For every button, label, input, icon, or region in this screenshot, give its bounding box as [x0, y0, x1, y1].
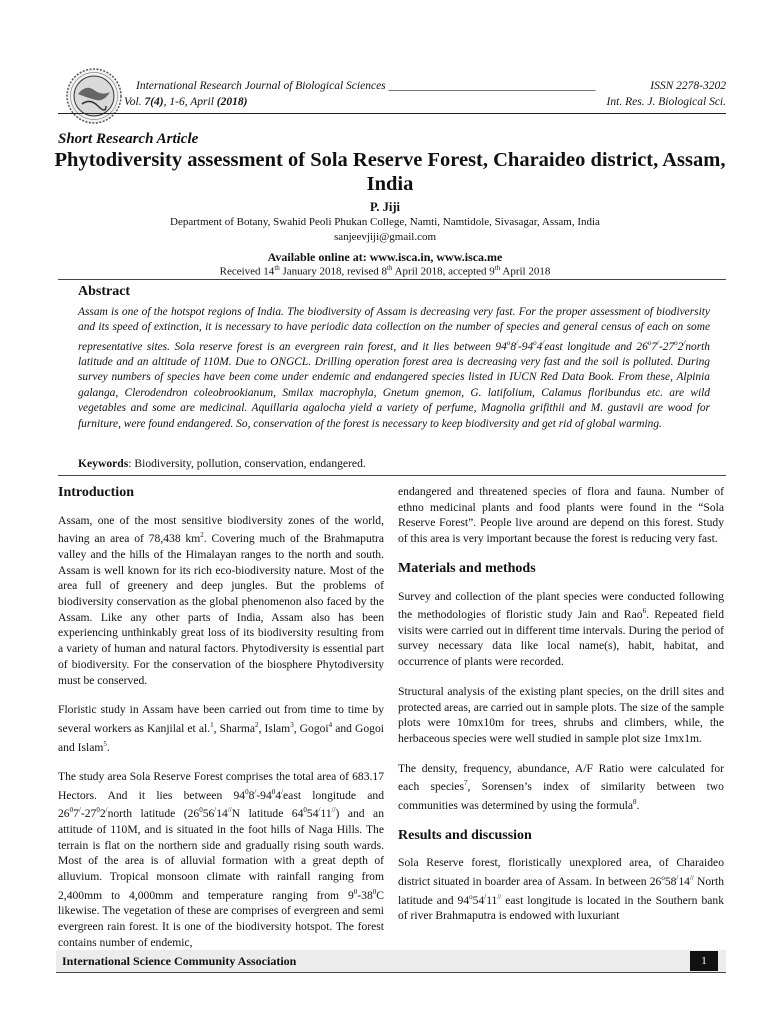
paragraph: Survey and collection of the plant species were conducted following the methodologies of floristic study Jain and Rao$^6$. Repeated field visits were carried out in different time intervals. During the period of survey necessary data like local name(s), habit, habitat, and occurrence of plants were recorded. [398, 589, 725, 669]
paragraph: Floristic study in Assam have been carried out from time to time by several workers as Kanjilal et al.$^1$, Sharma$^2$, Islam$^3$, Gogoi$^4$ and Gogoi and Islam$^5$. [58, 703, 384, 754]
journal-abbreviation: Int. Res. J. Biological Sci. [606, 96, 726, 108]
affiliation: Department of Botany, Swahid Peoli Phukan College, Namti, Namtidole, Sivasagar, Assam, India [170, 216, 600, 228]
volume-info: Vol. 7(4), 1-6, April (2018) [124, 96, 248, 108]
paragraph: Sola Reserve forest, floristically unexplored area, of Charaideo district situated in boarder area of Assam. In between 26$^o$58/14// North latitude and 94$^o$54/11// east longitude is located in the Southern bank of river Brahmaputra is endowed with luxuriant [398, 856, 724, 923]
abstract-text: Assam is one of the hotspot regions of India. The biodiversity of Assam is decreasing very fast. For the proper assessment of biodiversity and its speed of extinction, it is necessary to have periodic data collection on the number of species and general census of each on some representative sites. Sola reserve forest is an evergreen rain forest, and it lies between 94$^o$8/-94$^o$4/east longitude and 26$^o$7/-27$^o$2/north latitude and an altitude of 110M. Due to ONGCL. Drilling operation forest area is decreasing very fast and the soil is polluted. During survey numbers of species have been come under endemic and endangered species listed in IUCN Red Data Book. From these, Alpinia galanga, Clerodendron coleobrookianum, Smilax macrophyla, Gnetum gnemon, G. latifolium, Calamus floribundus etc. are wild vegetables and some are medicinal. Aquillaria agalocha yield a variety of perfume, Magnolia grifithii and M. gustavii are wood for furniture, were found endangered. So, conservation of the forest is necessary to keep biodiversity and get rid of global warming. [78, 306, 710, 430]
paragraph: The density, frequency, abundance, A/F Ratio were calculated for each species$^7$, Sorensen’s index of similarity between two communities was determined by using the formula$^8$. [398, 761, 724, 812]
divider [58, 475, 726, 476]
issn: ISSN 2278-3202 [650, 80, 726, 92]
keywords: Keywords: Biodiversity, pollution, conservation, endangered. [78, 457, 366, 470]
footer-organization: International Science Community Association [62, 954, 297, 968]
left-column [58, 485, 384, 964]
header-rule [58, 113, 726, 114]
author: P. Jiji [369, 200, 401, 214]
page-number: 1 [690, 951, 718, 971]
divider [58, 279, 726, 280]
paragraph: Structural analysis of the existing plant species, on the drill sites and protected areas, are carried out in sample plots. The size of the sample plots were 10mx10m for trees, shrubs and climbers, while, the herbaceous species were well studied in sample plot size 1mx1m. [398, 684, 724, 745]
abstract-heading: Abstract [78, 284, 131, 299]
paragraph: Assam, one of the most sensitive biodiversity zones of the world, having an area of 78,438 $km^2$. Covering much of the Brahmaputra valley and the hills of the Himalayan ranges to the north and south. Assam is well known for its rich eco-biodiversity nature. Most of the area full of greenery and deep jungles. But the problems of biodiversity conservation as the global phenomenon also faced by the Assam. Like any other parts of India, Assam also has been experiencing unthinkably great loss of its biodiversity resulting from a variety of human and natural factors. Phytodiversity is essential part of biodiversity. For the conservation of the biosphere Phytodiversity must be conserved. [58, 513, 384, 687]
results-heading: Results and discussion [398, 827, 532, 843]
received-dates: Received 14th January 2018, revised 8th April 2018, accepted 9th April 2018 [219, 264, 551, 278]
introduction-heading: Introduction [58, 485, 134, 500]
journal-logo [64, 66, 124, 126]
right-column [398, 484, 724, 938]
article-type: Short Research Article [58, 131, 199, 147]
footer-rule [56, 972, 726, 973]
paragraph: The study area Sola Reserve Forest comprises the total area of 683.17 Hectors. And it lies between $94^08^/-94^04^/east$ longitude and $26^07^/-27^02^/north$ latitude ($26^056^/14^{//}N$ latitude $64^054^/11^{//}$) and an attitude of 110M, and is situated in the foot hills of Naga Hills. The terrain is flat on the northern side and gradually rising south wards. Most of the area is of alluvial formation with a great depth of alluvium. Tropical monsoon climate with rainfall ranging from 2,400mm to 4,000mm and temperature ranging from $9^0-38^0C$ likewise. The vegetation of these are comprises of evergreen and semi evergreen rain forest. It is one of the biodiversity hotspot. The forest contains number of endemic, [58, 770, 384, 949]
availability: Available online at: www.isca.in, www.isca.me [267, 250, 503, 264]
methods-heading: Materials and methods [398, 560, 536, 576]
paragraph: endangered and threatened species of flora and fauna. Number of ethno medicinal plants and food plants were found in the “Sola Reserve Forest”. People live around are depend on this forest. Study of this area is very important because the forest is reducing very fast. [398, 485, 724, 546]
author-email: sanjeevjiji@gmail.com [333, 231, 437, 243]
journal-name: International Research Journal of Biological Sciences ____________________________________ [136, 80, 596, 92]
paper-title: Phytodiversity assessment of Sola Reserve Forest, Charaideo district, Assam, India [54, 149, 726, 195]
